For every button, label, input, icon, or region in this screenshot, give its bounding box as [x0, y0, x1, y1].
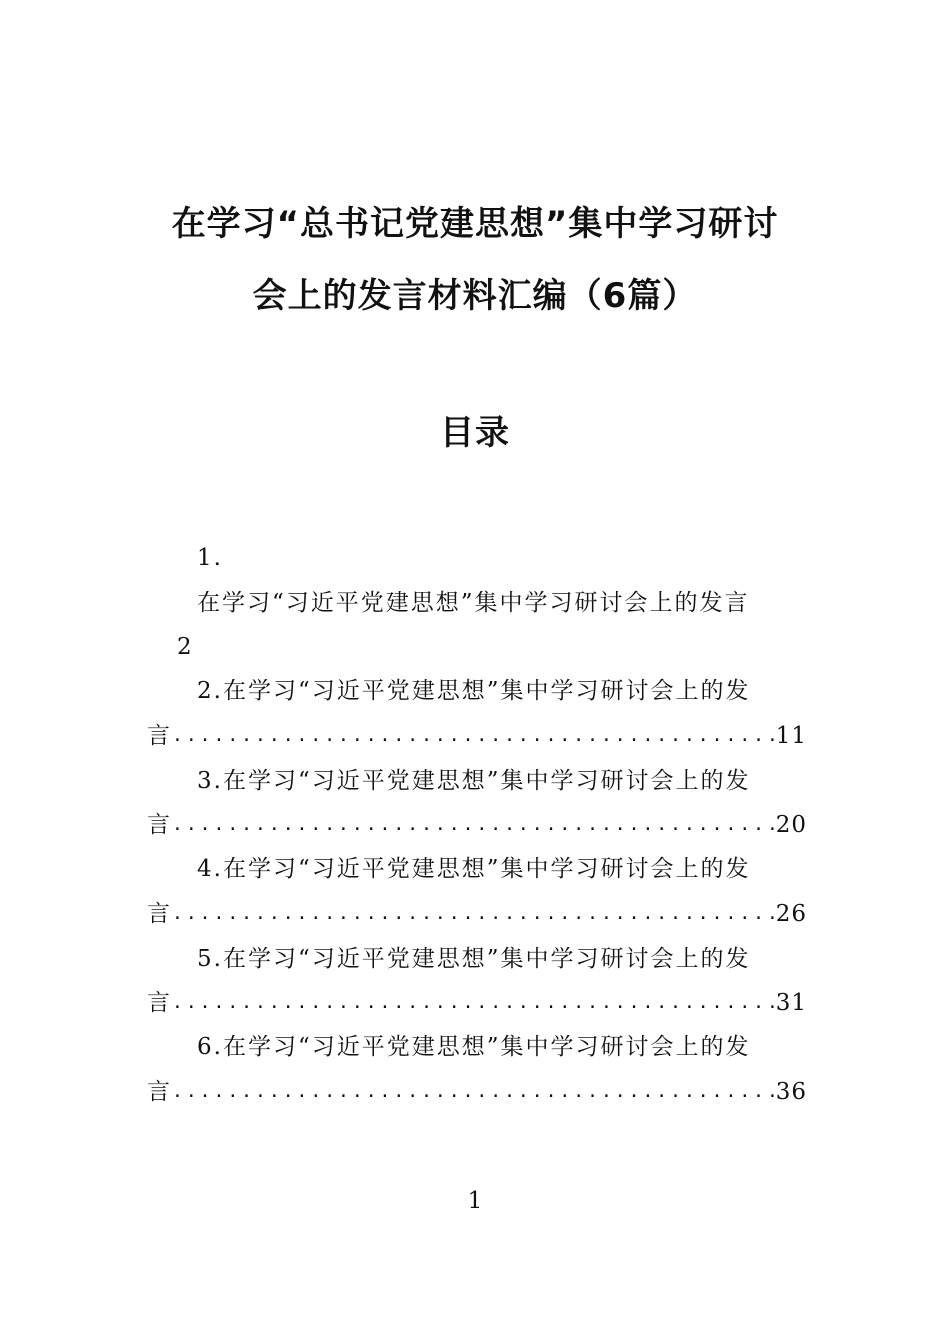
toc-entry-6-page: 36	[775, 1079, 807, 1105]
toc-entry-5-leader-line[interactable]	[147, 987, 807, 1019]
toc-entry-5-dot-leader	[172, 987, 776, 1019]
toc-entry-1-number[interactable]: 1.	[197, 545, 223, 571]
toc-entry-6-leader-line[interactable]	[147, 1076, 807, 1108]
toc-entry-5-text[interactable]: 5.在学习“习近平党建思想”集中学习研讨会上的发	[197, 946, 751, 972]
toc-entry-6-text[interactable]: 6.在学习“习近平党建思想”集中学习研讨会上的发	[197, 1034, 751, 1060]
toc-entry-6-text-end: 言	[147, 1079, 172, 1105]
toc-entry-3-text-end: 言	[147, 812, 172, 838]
toc-entry-3-page: 20	[775, 812, 807, 838]
toc-entry-4-text-end: 言	[147, 901, 172, 927]
toc-entry-2-page: 11	[775, 723, 807, 749]
document-title-line-2: 会上的发言材料汇编（6篇）	[252, 276, 698, 316]
toc-entry-1-text[interactable]: 在学习“习近平党建思想”集中学习研讨会上的发言	[197, 590, 750, 616]
toc-entry-2-text-end: 言	[147, 723, 172, 749]
toc-entry-4-dot-leader	[172, 898, 776, 930]
toc-entry-3-text[interactable]: 3.在学习“习近平党建思想”集中学习研讨会上的发	[197, 768, 751, 794]
toc-entry-3-dot-leader	[172, 809, 776, 841]
toc-entry-5-text-end: 言	[147, 990, 172, 1016]
toc-entry-3-leader-line[interactable]	[147, 809, 807, 841]
toc-entry-4-text[interactable]: 4.在学习“习近平党建思想”集中学习研讨会上的发	[197, 856, 751, 882]
document-title-line-1: 在学习“总书记党建思想”集中学习研讨	[171, 204, 779, 244]
toc-entry-2-text[interactable]: 2.在学习“习近平党建思想”集中学习研讨会上的发	[197, 678, 751, 704]
toc-entry-1-page[interactable]: 2	[177, 634, 194, 660]
page-number: 1	[467, 1188, 483, 1214]
toc-entry-6-dot-leader	[172, 1076, 776, 1108]
toc-entry-2-dot-leader	[172, 720, 776, 752]
toc-entry-4-leader-line[interactable]	[147, 898, 807, 930]
toc-heading: 目录	[440, 413, 510, 453]
toc-entry-5-page: 31	[775, 990, 807, 1016]
toc-entry-4-page: 26	[775, 901, 807, 927]
toc-entry-2-leader-line[interactable]	[147, 720, 807, 752]
